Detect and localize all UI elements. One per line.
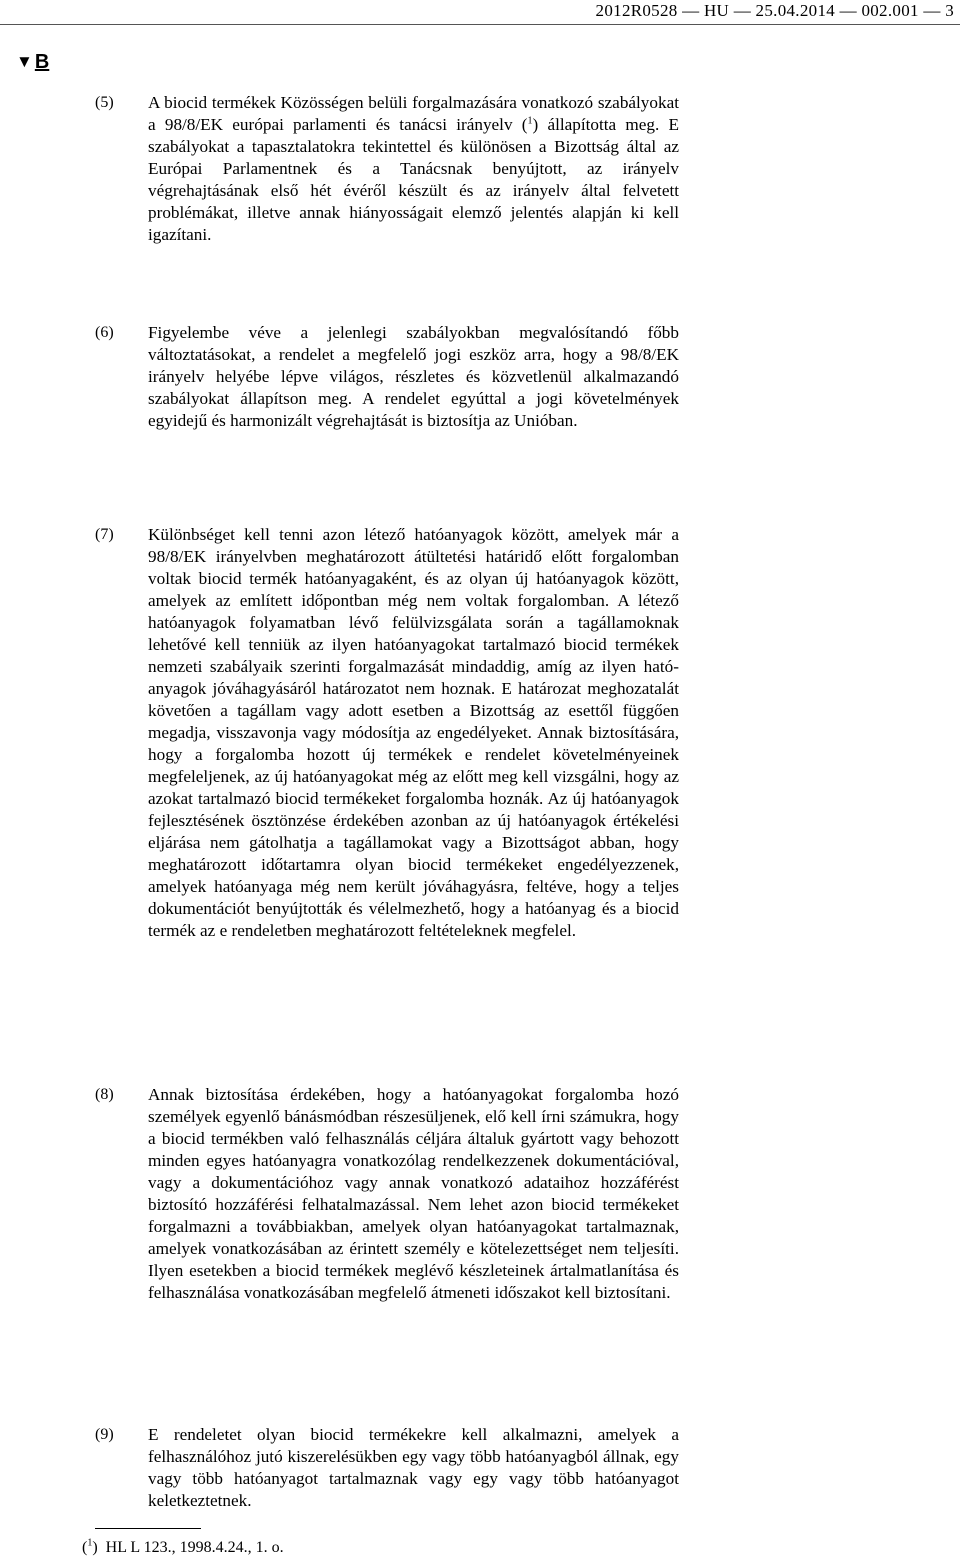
- triangle-down-icon: ▼: [16, 52, 33, 71]
- recital-text: Annak biztosítása érdekében, hogy a hatóanyagokat forgalomba hozó személyek egyenlő bánásmódban részesüljenek, elő kell írni számukra, hogy a biocid termékben való felhasználás céljára általuk gyártott vagy behozott minden egyes hatóanyagra vonatkozólag rendelkezzenek dokumentációval, vagy a dokumentációhoz vagy annak vonatkozó adataihoz hozzáférést biztosító hozzáférési felhatalmazással. Nem lehet azon biocid termékeket forgalmazni a továbbiakban, amelyek olyan hatóanyagokat tartalmaznak, amelyek vonatkozásában az érintett személy e kötelezettséget nem teljesíti. Ilyen esetekben a biocid termékek meglévő készleteinek ártalmatlanítása és felhasználása vonatkozásában megfelelő átmeneti időszakot kell biztosítani.: [148, 1085, 679, 1302]
- footnote-reference: 1: [527, 115, 533, 127]
- recital-number: (6): [95, 324, 114, 341]
- footnote-text: HL L 123., 1998.4.24., 1. o.: [105, 1539, 284, 1556]
- recital-text: Figyelembe véve a jelenlegi szabályokban megvalósítandó főbb változtatásokat, a rendelet a megfelelő jogi eszköz arra, hogy a 98/8/EK irányelv helyébe lépve világos, részletes és közvetlenül alkalmazandó szabályokat állapítson meg. A rendelet egyúttal a jogi követelmények egyidejű és harmonizált végrehajtását is biztosítja az Unióban.: [148, 323, 679, 430]
- footnote: ($^1$) HL L 123., 1998.4.24., 1. o.: [82, 1537, 284, 1556]
- recital-text: A biocid termékek Közösségen belüli forgalmazására vonatkozó szabályokat a 98/8/EK európai parlamenti és tanácsi irányelv ($^1$) állapította meg. E szabályokat a tapasztalatokra tekintettel és különösen a Bizottság által az Európai Parlamentnek és a Tanácsnak benyújtott, az irányelv végrehajtásának első hét évéről készült és az irányelv által felvetett problémákat, illetve annak hiányosságait elemző jelentés alapján ki kell igazítani.: [148, 93, 679, 244]
- recital-text: Különbséget kell tenni azon létező hatóanyagok között, amelyek már a 98/8/EK irányelvben meghatározott átültetési határidő előtt forgalomban voltak biocid termék hatóanyagaként, és az olyan új hatóanyagok között, amelyek az említett időpontban még nem voltak forgalomban. A létező hatóanyagok folyamatban lévő felülvizsgálata során a tagállamoknak lehetővé kell tenniük az ilyen hatóanyagokat tartalmazó biocid termékek nemzeti szabályaik szerinti forgalmazását mindaddig, amíg az ilyen hatóanyagok jóváhagyásáról határozatot nem hoznak. E határozat meghozatalát követően a tagállam vagy adott esetben a Bizottság az esettől függően megadja, visszavonja vagy módosítja az engedélyeket. Annak biztosítására, hogy a forgalomba hozott új termékek e rendelet követelményeinek megfeleljenek, az új hatóanyagokat még az előtt meg kell vizsgálni, hogy az azokat tartalmazó biocid termékeket forgalomba hoznák. Az új hatóanyagok fejlesztésének ösztönzése érdekében azonban az új hatóanyagok értékelési eljárása nem gátolhatja a tagállamokat vagy a Bizottságot abban, hogy meghatározott időtartamra olyan biocid termékeket engedélyezzenek, amelyek hatóanyaga még nem került jóváhagyásra, feltéve, hogy a teljes dokumentációt benyújtották és vélelmezhető, hogy a hatóanyag és a biocid termék az e rendeletben meghatározott feltételeknek megfelel.: [148, 525, 679, 940]
- header-reference: 2012R0528 — HU — 25.04.2014 — 002.001 — 3: [595, 1, 954, 20]
- recital-number: (8): [95, 1086, 114, 1103]
- footnote-divider: [95, 1528, 201, 1529]
- amendment-marker: [16, 50, 49, 74]
- recital-number: (5): [95, 94, 114, 111]
- recital-text: E rendeletet olyan biocid termékekre kell alkalmazni, amelyek a felhasználóhoz jutó kiszerelésükben egy vagy több hatóanyagból állnak, egy vagy több hatóanyagot tartalmaznak vagy egy vagy több hatóanyagot keletkeztetnek.: [148, 1425, 679, 1510]
- running-header: [0, 0, 960, 25]
- recital-number: (7): [95, 526, 114, 543]
- recital-number: (9): [95, 1426, 114, 1443]
- amendment-letter: B: [34, 51, 50, 73]
- footnote-number: 1: [87, 1537, 93, 1549]
